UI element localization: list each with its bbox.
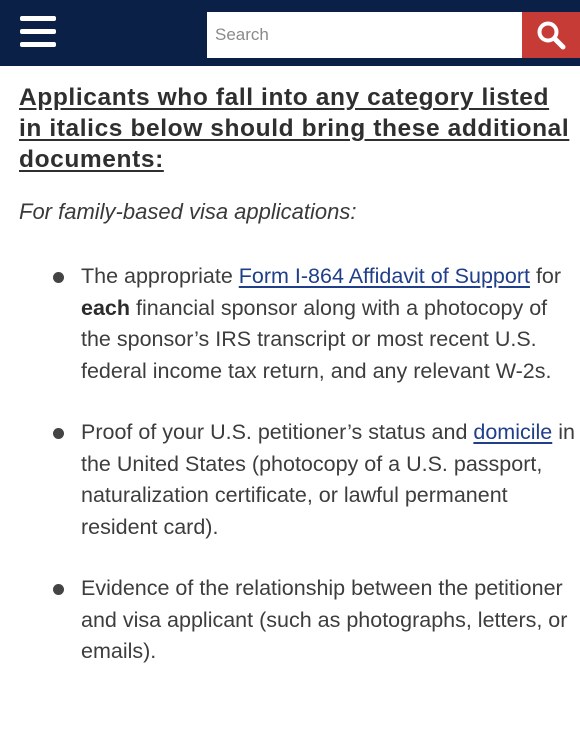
bullet-icon [53, 584, 64, 595]
item-text: financial sponsor along with a photocopy of the sponsor’s IRS transcript or most recent U.S. federal income tax return, and any relevant W-2s. [81, 295, 552, 383]
item-text: for [529, 264, 562, 288]
hamburger-menu-icon[interactable] [20, 14, 58, 48]
menu-line [20, 29, 56, 34]
requirements-list [19, 261, 575, 668]
top-navigation-bar [0, 0, 580, 66]
magnifier-icon [536, 20, 566, 50]
list-item [19, 261, 575, 387]
category-subheading: For family-based visa applications: [19, 199, 357, 224]
bullet-icon [53, 428, 64, 439]
item-text: Proof of your U.S. petitioner’s status and [81, 420, 474, 444]
item-text: in the United States (photocopy of a U.S. passport, naturalization certificate, or lawful permanent resident card). [81, 420, 575, 539]
list-item [19, 417, 575, 543]
form-i864-link[interactable]: Form I-864 Affidavit of Support [238, 264, 530, 288]
main-content [19, 82, 575, 698]
section-heading: Applicants who fall into any category listed in italics below should bring these additional documents: [19, 84, 570, 173]
search-input[interactable] [207, 12, 522, 58]
list-item [19, 573, 575, 668]
item-text: The appropriate [81, 264, 239, 288]
domicile-link[interactable]: domicile [473, 420, 553, 444]
search-button[interactable] [522, 12, 580, 58]
emphasis-text: each [81, 295, 131, 320]
menu-line [20, 16, 56, 21]
menu-line [20, 42, 56, 47]
bullet-icon [53, 272, 64, 283]
item-text: Evidence of the relationship between the petitioner and visa applicant (such as photographs, letters, or emails). [81, 576, 568, 663]
